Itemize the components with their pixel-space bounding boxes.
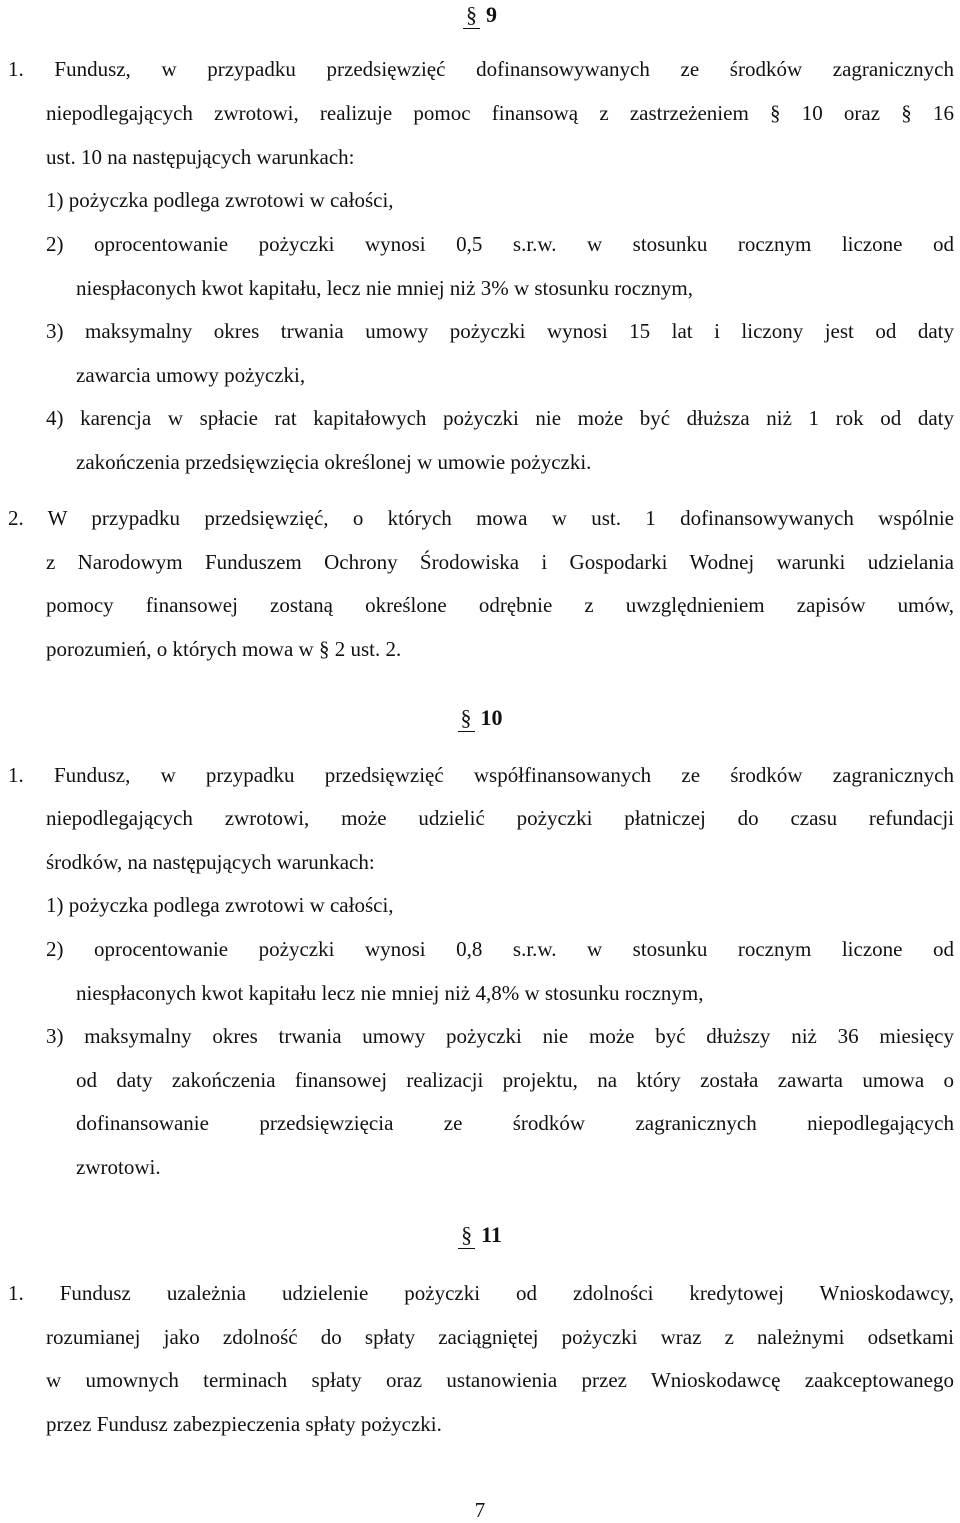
text-line: zwrotowi. [76, 1155, 161, 1179]
section-9-heading [0, 2, 960, 29]
text-line: niespłaconych kwot kapitału, lecz nie mniej niż 3% w stosunku rocznym, [76, 276, 694, 300]
text-line: ust. 10 na następujących warunkach: [46, 145, 355, 169]
text-line: 1. Fundusz, w przypadku przedsięwzięć dofinansowywanych ze środków zagranicznych [8, 57, 954, 81]
list-item: 1) pożyczka podlega zwrotowi w całości, [46, 893, 394, 917]
text-line: pomocy finansowej zostaną określone odrębnie z uwzględnieniem zapisów umów, [46, 593, 954, 617]
text-line: z Narodowym Funduszem Ochrony Środowiska i Gospodarki Wodnej warunki udzielania [46, 550, 954, 574]
text-line: niepodlegających zwrotowi, realizuje pomoc finansową z zastrzeżeniem § 10 oraz § 16 [46, 101, 954, 125]
text-line: dofinansowanie przedsięwzięcia ze środków zagranicznych niepodlegających [76, 1111, 954, 1135]
section-symbol: § [463, 2, 480, 29]
list-item: 4) karencja w spłacie rat kapitałowych pożyczki nie może być dłuższa niż 1 rok od daty [46, 406, 954, 430]
text-line: w umownych terminach spłaty oraz ustanowienia przez Wnioskodawcę zaakceptowanego [46, 1368, 954, 1392]
list-item: 3) maksymalny okres trwania umowy pożyczki nie może być dłuższy niż 36 miesięcy [46, 1024, 954, 1048]
text-line: środków, na następujących warunkach: [46, 850, 375, 874]
list-item: 2) oprocentowanie pożyczki wynosi 0,5 s.r.w. w stosunku rocznym liczone od [46, 232, 954, 256]
section-10-heading [0, 705, 960, 732]
text-line: rozumianej jako zdolność do spłaty zaciągniętej pożyczki wraz z należnymi odsetkami [46, 1325, 954, 1349]
section-symbol: § [458, 1222, 475, 1249]
section-number: 11 [481, 1222, 502, 1247]
text-line: 1. Fundusz uzależnia udzielenie pożyczki od zdolności kredytowej Wnioskodawcy, [8, 1281, 954, 1305]
text-line: zakończenia przedsięwzięcia określonej w umowie pożyczki. [76, 450, 592, 474]
text-line: 2. W przypadku przedsięwzięć, o których mowa w ust. 1 dofinansowywanych wspólnie [8, 506, 954, 530]
text-line: niespłaconych kwot kapitału lecz nie mniej niż 4,8% w stosunku rocznym, [76, 981, 704, 1005]
text-line: niepodlegających zwrotowi, może udzielić pożyczki płatniczej do czasu refundacji [46, 806, 954, 830]
page-number: 7 [474, 1498, 486, 1522]
section-11-heading [0, 1222, 960, 1249]
text-line: zawarcia umowy pożyczki, [76, 363, 306, 387]
section-number: 9 [486, 2, 497, 27]
section-symbol: § [458, 705, 475, 732]
text-line: 1. Fundusz, w przypadku przedsięwzięć współfinansowanych ze środków zagranicznych [8, 763, 954, 787]
section-number: 10 [480, 705, 503, 730]
list-item: 3) maksymalny okres trwania umowy pożyczki wynosi 15 lat i liczony jest od daty [46, 319, 954, 343]
text-line: od daty zakończenia finansowej realizacji projektu, na który została zawarta umowa o [76, 1068, 954, 1092]
list-item: 2) oprocentowanie pożyczki wynosi 0,8 s.r.w. w stosunku rocznym liczone od [46, 937, 954, 961]
list-item: 1) pożyczka podlega zwrotowi w całości, [46, 188, 394, 212]
text-line: przez Fundusz zabezpieczenia spłaty pożyczki. [46, 1412, 442, 1436]
text-line: porozumień, o których mowa w § 2 ust. 2. [46, 637, 402, 661]
